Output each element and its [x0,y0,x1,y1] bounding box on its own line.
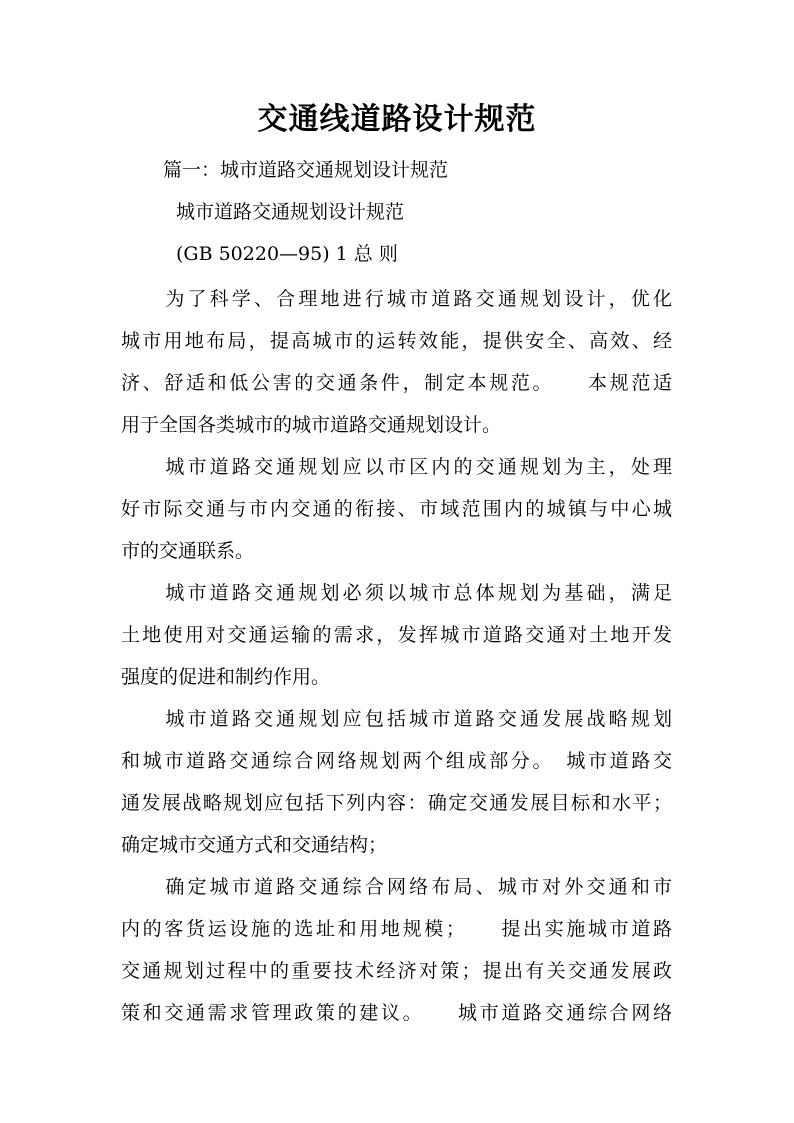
text-line: 城市道路交通规划必须以城市总体规划为基础，满足 [121,582,672,604]
text-line: 城市道路交通规划应以市区内的交通规划为主，处理 [121,456,672,478]
text-line: 确定城市交通方式和交通结构； [121,834,388,856]
text-line: 确定城市道路交通综合网络布局、城市对外交通和市 [121,876,672,898]
text-line: 城市用地布局，提高城市的运转效能，提供安全、高效、经 [121,330,672,352]
text-line: 和城市道路交通综合网络规划两个组成部分。 城市道路交 [121,750,672,772]
text-line: 好市际交通与市内交通的衔接、市域范围内的城镇与中心城 [121,498,672,520]
text-line: 通发展战略规划应包括下列内容：确定交通发展目标和水平； [121,792,672,814]
standard-code-chapter: (GB 50220—95) 1 总 则 [176,243,398,265]
paragraph-4 [121,698,672,866]
text-line: 策和交通需求管理政策的建议。 城市道路交通综合网络 [121,1002,672,1024]
paragraph-5 [121,866,672,1034]
paragraph-3 [121,572,672,698]
text-line: 市的交通联系。 [121,540,255,562]
paragraph-1 [121,278,672,446]
document-title: 交通线道路设计规范 [257,102,537,137]
text-line: 用于全国各类城市的城市道路交通规划设计。 [121,414,502,436]
text-line: 城市道路交通规划应包括城市道路交通发展战略规划 [121,708,672,730]
text-line: 交通规划过程中的重要技术经济对策；提出有关交通发展政 [121,960,672,982]
paragraph-2 [121,446,672,572]
standard-name: 城市道路交通规划设计规范 [176,201,405,223]
text-line: 济、舒适和低公害的交通条件，制定本规范。 本规范适 [121,372,672,394]
text-line: 土地使用对交通运输的需求，发挥城市道路交通对土地开发 [121,624,672,646]
text-line: 为了科学、合理地进行城市道路交通规划设计，优化 [121,288,672,310]
section-heading: 篇一：城市道路交通规划设计规范 [163,159,449,181]
text-line: 内的客货运设施的选址和用地规模； 提出实施城市道路 [121,918,672,940]
text-line: 强度的促进和制约作用。 [121,666,331,688]
